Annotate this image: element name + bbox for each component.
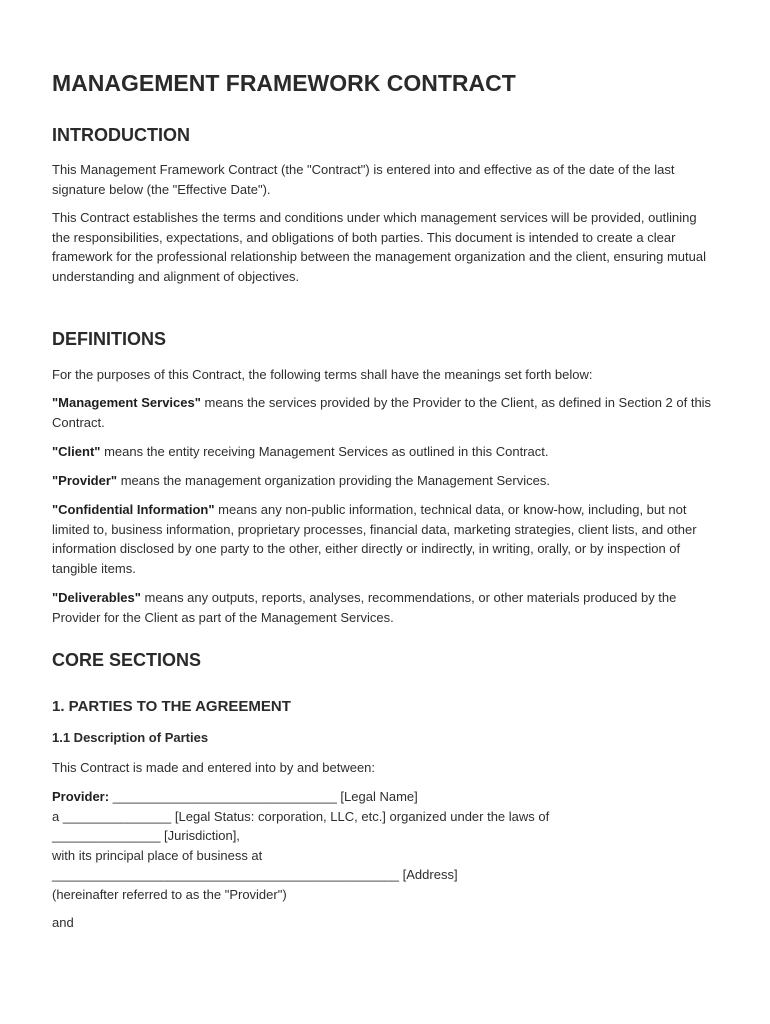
definition-text: means the management organization providing the Management Services. [117, 473, 550, 488]
definition-provider [52, 471, 712, 491]
definitions-heading: DEFINITIONS [52, 329, 167, 349]
provider-label: Provider: [52, 789, 110, 804]
definition-confidential-information [52, 500, 712, 578]
introduction-paragraph-1: This Management Framework Contract (the "Contract") is entered into and effective as of the date of the last signature below (the "Effective Date"). [52, 162, 675, 197]
definition-text: means the services provided by the Provider to the Client, as defined in Section 2 of this Contract. [52, 395, 712, 430]
parties-intro: This Contract is made and entered into by and between: [52, 760, 376, 775]
definition-term: "Management Services" [52, 395, 201, 410]
definition-text: means any outputs, reports, analyses, recommendations, or other materials produced by the Provider for the Client as part of the Management Services. [52, 590, 677, 625]
definition-term: "Deliverables" [52, 590, 141, 605]
provider-reference-line: (hereinafter referred to as the "Provider") [52, 886, 287, 902]
definition-management-services [52, 393, 712, 432]
introduction-paragraph-2: This Contract establishes the terms and conditions under which management services will be provided, outlining the responsibilities, expectations, and obligations of both parties. This document is intended to create a clear framework for the professional relationship between the management organization and the client, ensuring mutual understanding and alignment of objectives. [52, 210, 706, 284]
definition-term: "Provider" [52, 473, 118, 488]
provider-jurisdiction-line: _______________ [Jurisdiction], [52, 828, 240, 843]
and-connector: and [52, 915, 74, 930]
definitions-intro: For the purposes of this Contract, the following terms shall have the meanings set forth below: [52, 367, 593, 382]
definition-term: "Client" [52, 444, 101, 459]
provider-name-field: _______________________________ [Legal Name] [109, 789, 418, 804]
definition-deliverables [52, 588, 712, 627]
definition-text: means the entity receiving Management Services as outlined in this Contract. [100, 444, 549, 459]
core-sections-heading: CORE SECTIONS [52, 650, 202, 670]
provider-status-line: a _______________ [Legal Status: corporation, LLC, etc.] organized under the laws of [52, 808, 550, 824]
introduction-heading: INTRODUCTION [52, 125, 190, 145]
provider-block [52, 787, 712, 904]
provider-place-line: with its principal place of business at [52, 847, 263, 863]
document-title: MANAGEMENT FRAMEWORK CONTRACT [52, 70, 516, 96]
provider-address-line: ________________________________________________ [Address] [52, 867, 458, 882]
provider-name-line [52, 787, 712, 807]
definition-client [52, 442, 712, 462]
definition-text: means any non-public information, technical data, or know-how, including, but not limited to, business information, proprietary processes, financial data, marketing strategies, client lists, and other information disclosed by one party to the other, either directly or indirectly, in writing, orally, or by inspection of tangible items. [52, 502, 697, 576]
subsection-1-1-heading: 1.1 Description of Parties [52, 730, 209, 745]
definition-term: "Confidential Information" [52, 502, 215, 517]
section-1-heading: 1. PARTIES TO THE AGREEMENT [52, 698, 291, 715]
